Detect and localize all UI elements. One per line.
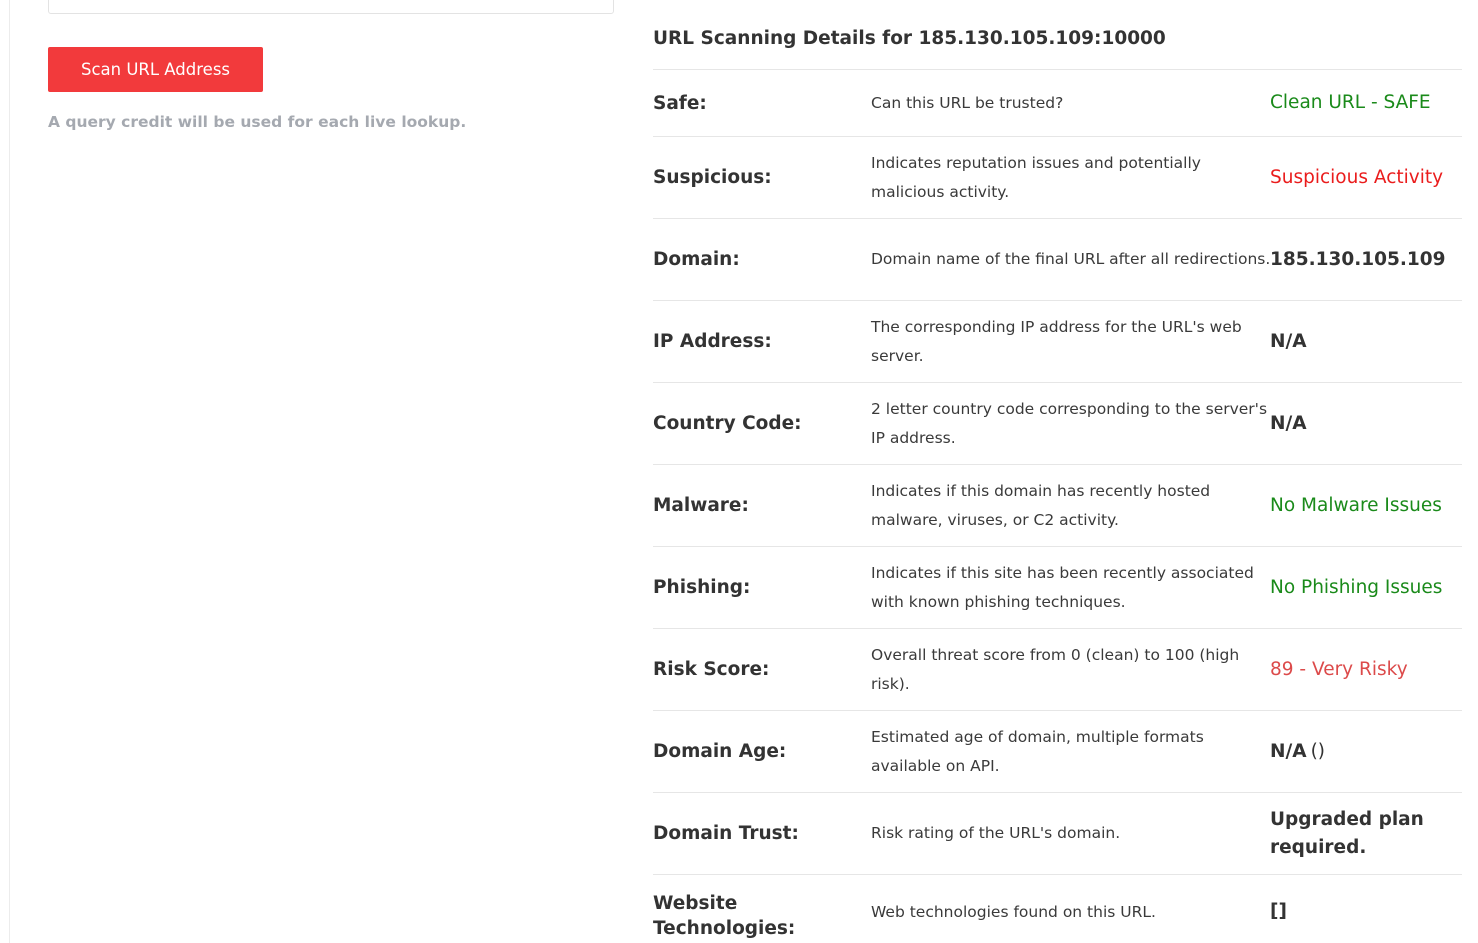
row-label: Domain Trust: — [653, 823, 799, 844]
details-title: URL Scanning Details for 185.130.105.109:10000 — [653, 28, 1166, 49]
row-value: N/A — [1270, 412, 1307, 434]
row-description: The corresponding IP address for the URL's web server. — [871, 318, 1242, 365]
row-label: Country Code: — [653, 413, 802, 434]
url-input[interactable] — [48, 0, 614, 14]
row-value: [] — [1270, 901, 1287, 922]
scan-url-button[interactable]: Scan URL Address — [48, 47, 263, 92]
row-label: Domain: — [653, 249, 740, 270]
left-border-line — [9, 0, 10, 943]
row-domain-trust — [653, 793, 1462, 875]
row-domain-age — [653, 711, 1462, 793]
domain-age-suffix: () — [1310, 740, 1325, 762]
row-value: 89 - Very Risky — [1270, 658, 1408, 680]
row-value: Clean URL - SAFE — [1270, 92, 1431, 113]
row-value: No Phishing Issues — [1270, 576, 1443, 598]
row-description: Risk rating of the URL's domain. — [871, 824, 1121, 843]
row-label: Phishing: — [653, 577, 751, 598]
row-safe — [653, 70, 1462, 137]
row-description: Domain name of the final URL after all redirections. — [871, 250, 1271, 269]
row-label: IP Address: — [653, 331, 772, 352]
row-description: Indicates reputation issues and potentially malicious activity. — [871, 154, 1201, 201]
row-value — [1270, 711, 1462, 792]
row-domain — [653, 219, 1462, 301]
row-description: Indicates if this domain has recently hosted malware, viruses, or C2 activity. — [871, 482, 1211, 529]
row-description: Overall threat score from 0 (clean) to 100 (high risk). — [871, 646, 1240, 693]
row-value: N/A — [1270, 330, 1307, 352]
row-malware — [653, 465, 1462, 547]
row-description: 2 letter country code corresponding to the server's IP address. — [871, 400, 1268, 447]
row-description: Can this URL be trusted? — [871, 93, 1064, 112]
row-label: Safe: — [653, 92, 707, 114]
row-value: No Malware Issues — [1270, 494, 1442, 516]
row-phishing — [653, 547, 1462, 629]
row-description: Indicates if this site has been recently associated with known phishing techniques. — [871, 564, 1254, 611]
row-label: Website Technologies: — [653, 893, 796, 939]
domain-age-value: N/A — [1270, 740, 1307, 762]
row-country-code — [653, 383, 1462, 465]
row-suspicious — [653, 137, 1462, 219]
details-table — [653, 69, 1462, 943]
row-website-technologies — [653, 875, 1462, 943]
row-risk-score — [653, 629, 1462, 711]
row-description: Estimated age of domain, multiple formats available on API. — [871, 728, 1204, 775]
row-label: Domain Age: — [653, 741, 787, 762]
row-label: Risk Score: — [653, 659, 770, 680]
row-value: Suspicious Activity — [1270, 166, 1444, 188]
row-label: Suspicious: — [653, 167, 772, 188]
row-label: Malware: — [653, 495, 749, 516]
row-value: 185.130.105.109 — [1270, 248, 1446, 270]
row-description: Web technologies found on this URL. — [871, 903, 1156, 921]
row-value: Upgraded plan required. — [1270, 808, 1424, 858]
row-ip-address — [653, 301, 1462, 383]
query-credit-note: A query credit will be used for each live lookup. — [48, 113, 467, 131]
